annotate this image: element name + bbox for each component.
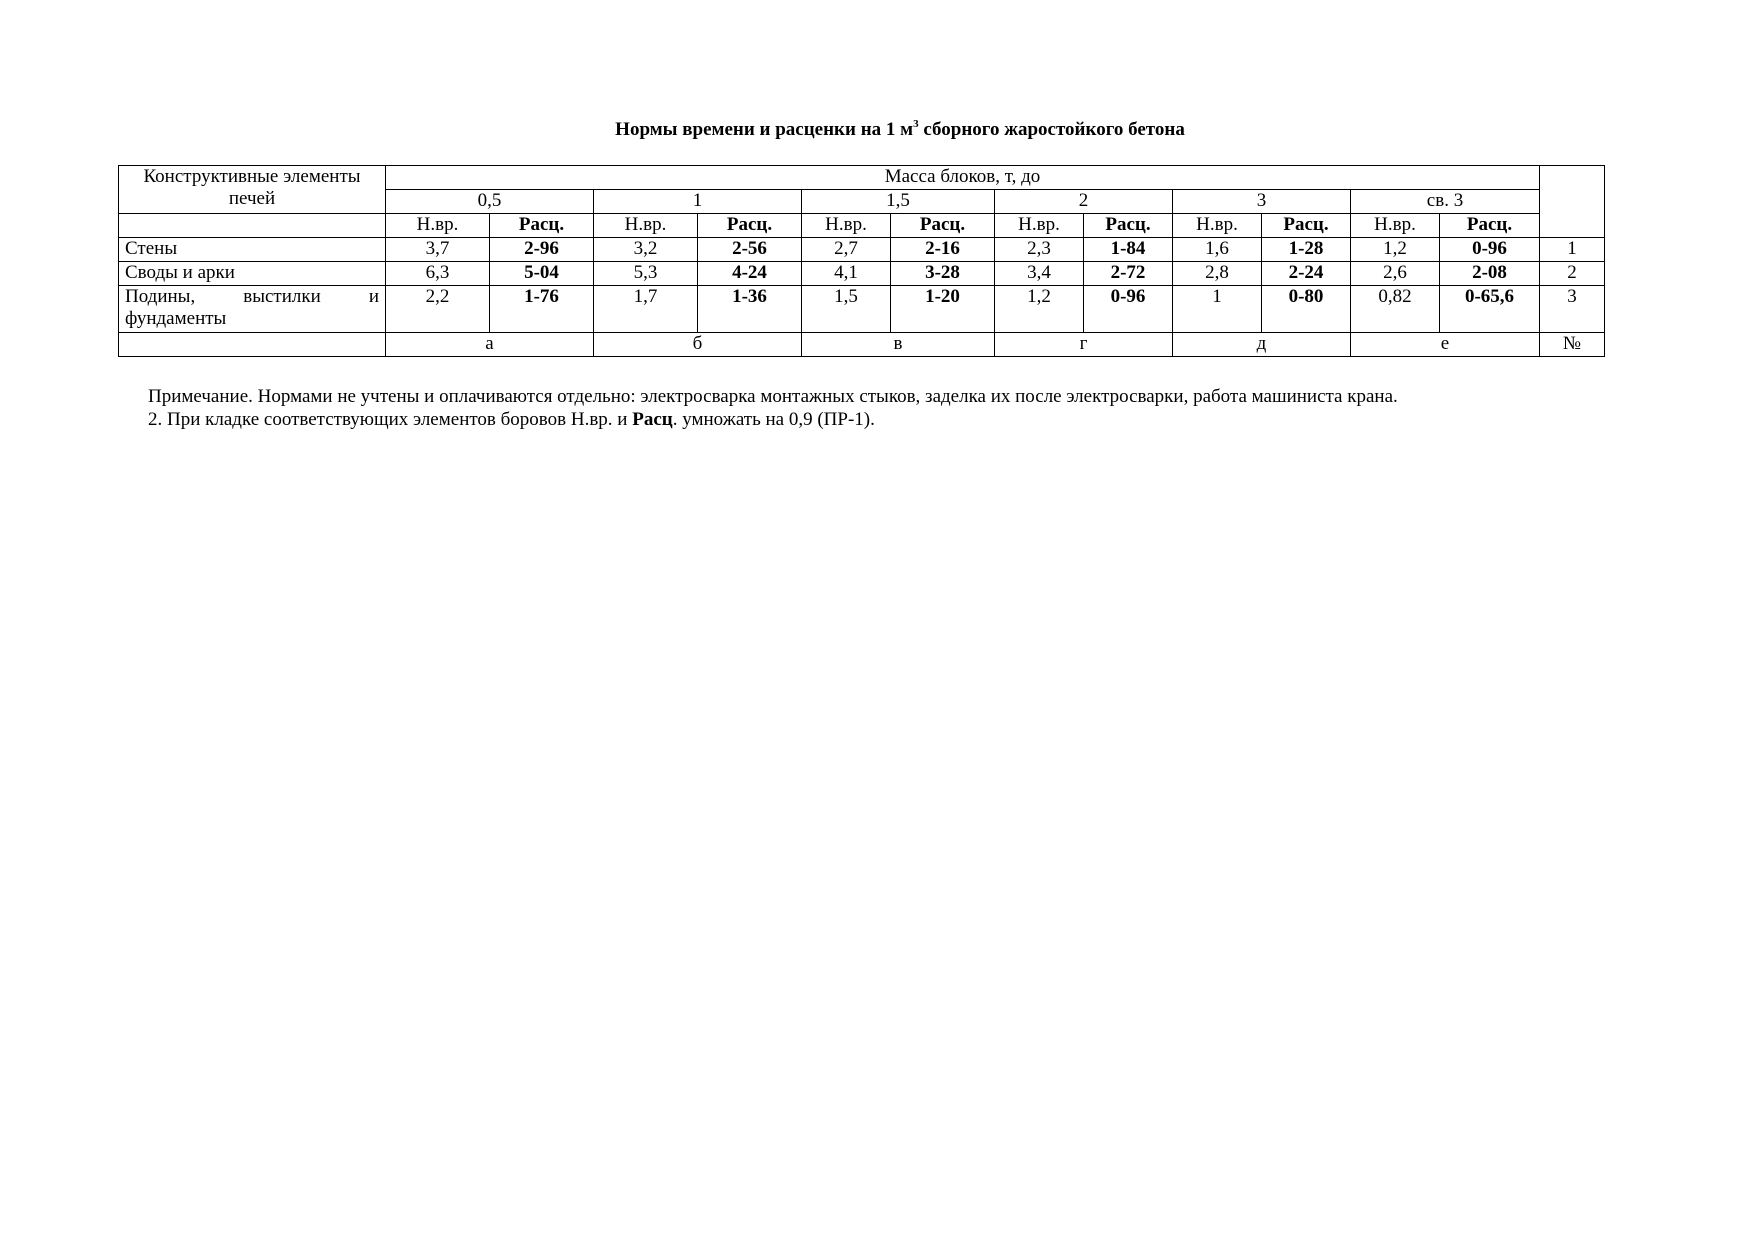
rate-cell: 5-04 — [490, 262, 594, 286]
footer-letter: д — [1173, 333, 1351, 357]
footer-number-sign: № — [1540, 333, 1605, 357]
footer-letter: а — [386, 333, 594, 357]
time-header: Н.вр. — [594, 214, 698, 238]
num-header-empty — [1540, 166, 1605, 238]
time-cell: 1,7 — [594, 286, 698, 333]
time-header: Н.вр. — [1351, 214, 1440, 238]
mass-col-3: 2 — [995, 190, 1173, 214]
time-header: Н.вр. — [802, 214, 891, 238]
table-row — [119, 286, 1605, 333]
table-row — [119, 262, 1605, 286]
time-cell: 1,2 — [995, 286, 1084, 333]
note-block — [148, 385, 1648, 431]
time-cell: 3,7 — [386, 238, 490, 262]
rate-cell: 4-24 — [698, 262, 802, 286]
mass-col-2: 1,5 — [802, 190, 995, 214]
row-number: 2 — [1540, 262, 1605, 286]
rate-cell: 2-56 — [698, 238, 802, 262]
time-cell: 2,8 — [1173, 262, 1262, 286]
rate-header: Расц. — [1084, 214, 1173, 238]
footer-letter: е — [1351, 333, 1540, 357]
row-number: 3 — [1540, 286, 1605, 333]
time-cell: 3,4 — [995, 262, 1084, 286]
row-label: Своды и арки — [119, 262, 386, 286]
title-superscript: 3 — [913, 118, 919, 130]
mass-col-5: св. 3 — [1351, 190, 1540, 214]
row-number: 1 — [1540, 238, 1605, 262]
time-cell: 6,3 — [386, 262, 490, 286]
mass-col-1: 1 — [594, 190, 802, 214]
rate-cell: 2-24 — [1262, 262, 1351, 286]
mass-header: Масса блоков, т, до — [386, 166, 1540, 190]
rate-cell: 1-36 — [698, 286, 802, 333]
time-cell: 2,6 — [1351, 262, 1440, 286]
norms-table — [118, 165, 1605, 357]
rate-cell: 0-96 — [1084, 286, 1173, 333]
time-cell: 1,2 — [1351, 238, 1440, 262]
note-line-1: Примечание. Нормами не учтены и оплачиваются отдельно: электросварка монтажных стыков, заделка их после электросварки, работа машиниста крана. — [148, 386, 1398, 407]
time-cell: 2,3 — [995, 238, 1084, 262]
rate-cell: 2-96 — [490, 238, 594, 262]
time-header: Н.вр. — [1173, 214, 1262, 238]
title-text-end: сборного жаростойкого бетона — [918, 119, 1185, 140]
rate-header: Расц. — [1440, 214, 1540, 238]
mass-col-4: 3 — [1173, 190, 1351, 214]
rate-cell: 2-16 — [891, 238, 995, 262]
rate-cell: 1-20 — [891, 286, 995, 333]
rate-header: Расц. — [1262, 214, 1351, 238]
table-row — [119, 238, 1605, 262]
rate-cell: 0-65,6 — [1440, 286, 1540, 333]
note-line-2 — [148, 408, 1648, 431]
footer-row — [119, 333, 1605, 357]
time-header: Н.вр. — [386, 214, 490, 238]
header-row-1 — [119, 166, 1605, 190]
time-cell: 5,3 — [594, 262, 698, 286]
footer-letter: в — [802, 333, 995, 357]
row-label: Стены — [119, 238, 386, 262]
title-text: Нормы времени и расценки на 1 м — [615, 119, 914, 140]
element-subheader-empty — [119, 214, 386, 238]
note-line-2-start: 2. При кладке соответствующих элементов боровов Н.вр. и — [148, 409, 633, 430]
rate-cell: 2-08 — [1440, 262, 1540, 286]
mass-col-0: 0,5 — [386, 190, 594, 214]
time-cell: 2,2 — [386, 286, 490, 333]
header-row-3 — [119, 214, 1605, 238]
time-cell: 1,6 — [1173, 238, 1262, 262]
rate-header: Расц. — [891, 214, 995, 238]
time-cell: 1 — [1173, 286, 1262, 333]
rate-cell: 1-28 — [1262, 238, 1351, 262]
row-label: Подины, выстилки и фундаменты — [119, 286, 386, 333]
time-cell: 2,7 — [802, 238, 891, 262]
time-cell: 1,5 — [802, 286, 891, 333]
rate-cell: 0-96 — [1440, 238, 1540, 262]
footer-letter: б — [594, 333, 802, 357]
note-line-2-bold: Расц — [632, 409, 673, 430]
note-line-2-end: . умножать на 0,9 (ПР-1). — [672, 409, 875, 430]
time-header: Н.вр. — [995, 214, 1084, 238]
footer-empty — [119, 333, 386, 357]
rate-header: Расц. — [698, 214, 802, 238]
rate-cell: 1-76 — [490, 286, 594, 333]
element-header: Конструктивные элементы печей — [119, 166, 386, 214]
time-cell: 4,1 — [802, 262, 891, 286]
rate-cell: 0-80 — [1262, 286, 1351, 333]
rate-header: Расц. — [490, 214, 594, 238]
rate-cell: 1-84 — [1084, 238, 1173, 262]
time-cell: 0,82 — [1351, 286, 1440, 333]
rate-cell: 3-28 — [891, 262, 995, 286]
footer-letter: г — [995, 333, 1173, 357]
rate-cell: 2-72 — [1084, 262, 1173, 286]
document-title — [0, 118, 1755, 142]
time-cell: 3,2 — [594, 238, 698, 262]
